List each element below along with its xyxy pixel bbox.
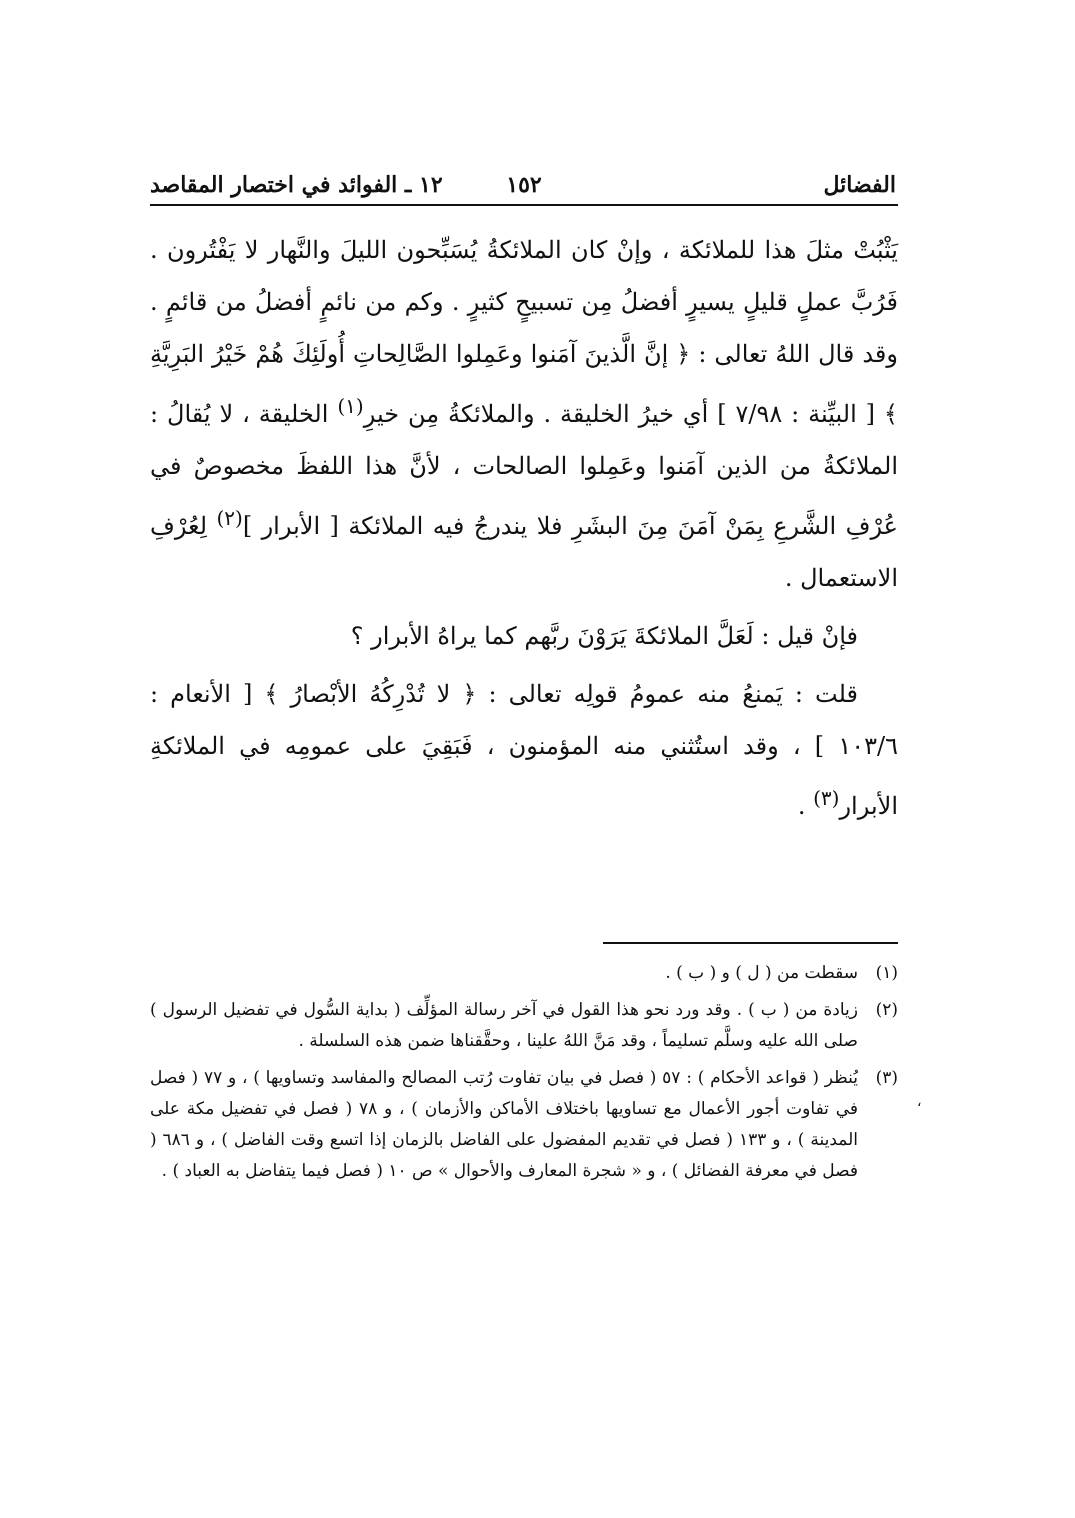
chapter-title: الفضائل: [823, 172, 896, 198]
footnote-number: (١): [875, 963, 898, 983]
footnote-text: زيادة من ( ب ) . وقد ورد نحو هذا القول في آخر رسالة المؤلِّف ( بداية السُّول في تفضيل الرسول ) صلى الله عليه وسلَّم تسليماً ، وقد مَنَّ اللهُ علينا ، وحقَّقناها ضمن هذه السلسلة .: [150, 1000, 858, 1051]
footnote-text: يُنظر ( قواعد الأحكام ) : ٥٧ ( فصل في بيان تفاوت رُتب المصالح والمفاسد وتساويها ) ، و ٧٧ ( فصل في تفاوت أجور الأعمال مع تساويها باختلاف الأماكن والأزمان ) ، و ٧٨ ( فصل في تفضيل مكة على المدينة ) ، و ١٣٣ ( فصل في تقديم المفضول على الفاضل بالزمان إذا اتسع وقت الفاضل ) ، و ٦٨٦ ( فصل في معرفة الفضائل ) ، و « شجرة المعارف والأحوال » ص ١٠ ( فصل فيما يتفاضل به العباد ) .: [150, 1068, 858, 1181]
footnote-separator: [603, 942, 898, 944]
running-header: [150, 160, 898, 206]
footnote-number: (٢): [875, 1000, 898, 1020]
footnote-1: [150, 958, 898, 989]
footnote-text: سقطت من ( ل ) و ( ب ) .: [665, 963, 858, 983]
paragraph-3: قلت : يَمنعُ منه عمومُ قولِه تعالى : ﴿ لا تُدْرِكُهُ الأبْصارُ ﴾ [ الأنعام : ١٠٣/٦ ] ، وقد استُثني منه المؤمنون ، فَبَقِيَ على عمومِه في الملائكةِ الأبرار$^{(٣)}$ .: [150, 680, 898, 820]
paragraph-2: فإنْ قيل : لَعَلَّ الملائكةَ يَرَوْنَ ربَّهم كما يراهُ الأبرار ؟: [350, 622, 858, 650]
main-text: [150, 224, 898, 832]
book-title: ١٢ ـ الفوائد في اختصار المقاصد: [150, 172, 443, 198]
footnote-number: (٣): [875, 1068, 898, 1088]
paragraph-1: يَثْبُتْ مثلَ هذا للملائكة ، وإنْ كان الملائكةُ يُسَبِّحون الليلَ والنَّهار لا يَفْتُرون . فَرُبَّ عملٍ قليلٍ يسيرٍ أفضلُ مِن تسبيحٍ كثيرٍ . وكم من نائمٍ أفضلُ من قائمٍ . وقد قال اللهُ تعالى : ﴿ إنَّ الَّذينَ آمَنوا وعَمِلوا الصَّالِحاتِ أُولَئِكَ هُمْ خَيْرُ البَرِيَّةِ ﴾ [ البيِّنة : ٧/٩٨ ] أي خيرُ الخليقة . والملائكةُ مِن خيرِ$^{(١)}$ الخليقة ، لا يُقالُ : الملائكةُ من الذين آمَنوا وعَمِلوا الصالحات ، لأنَّ هذا اللفظَ مخصوصٌ في عُرْفِ الشَّرعِ بِمَنْ آمَنَ مِنَ البشَرِ فلا يندرجُ فيه الملائكة [ الأبرار ]$^{(٢)}$ لِعُرْفِ الاستعمال .: [150, 236, 899, 592]
footnotes: [150, 958, 898, 1187]
footnote-ref-3: (٣): [813, 786, 840, 810]
footnote-ref-1: (١): [337, 394, 364, 418]
footnote-ref-2: (٢): [216, 506, 243, 530]
footnote-3: [150, 1063, 898, 1187]
page-number: ١٥٢: [506, 172, 542, 198]
footnote-2: [150, 995, 898, 1057]
margin-mark: ،: [917, 1094, 922, 1110]
book-page: [150, 160, 898, 1193]
